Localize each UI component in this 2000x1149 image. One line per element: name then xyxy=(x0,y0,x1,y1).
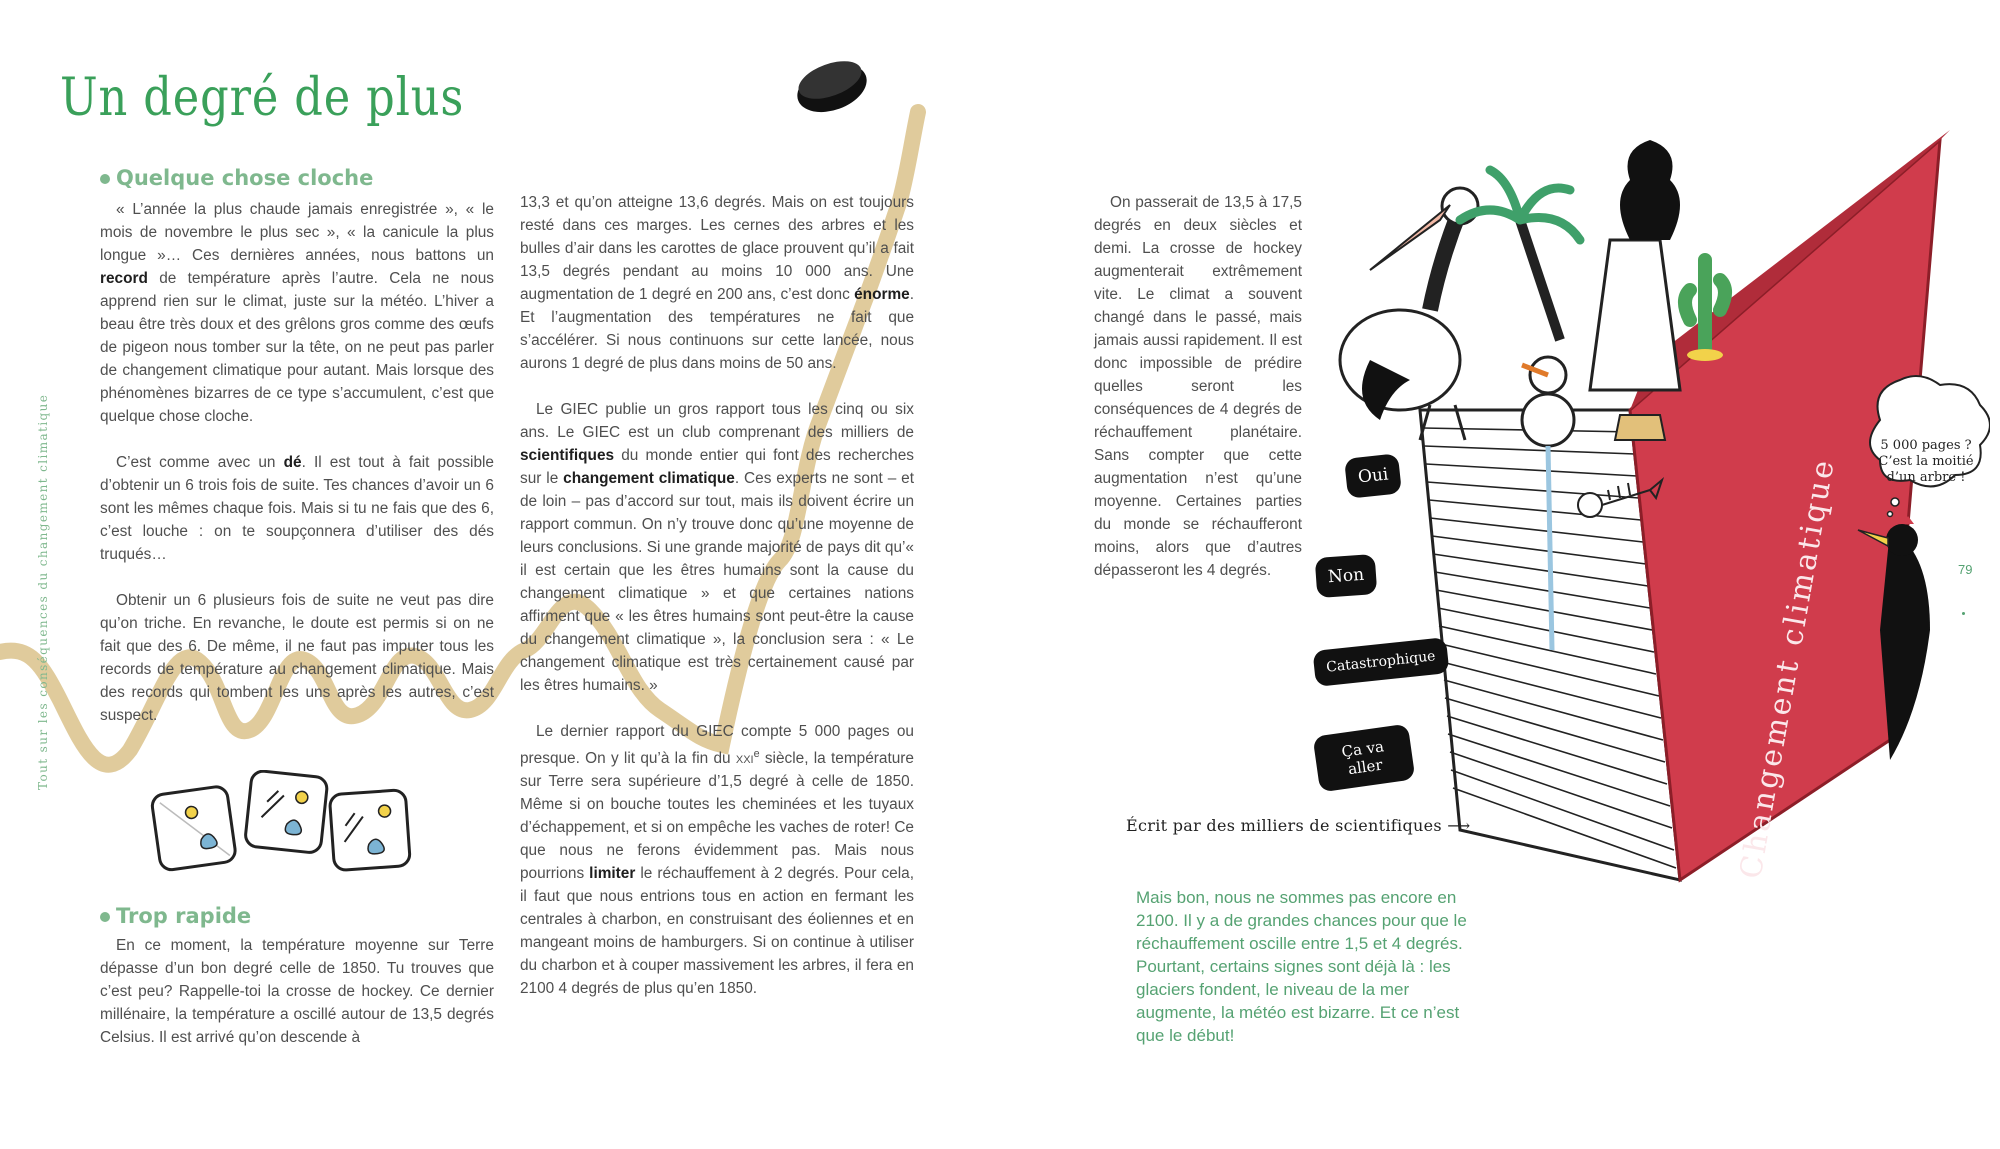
text-run: . Et l’augmentation des températures ne fait que s’accélérer. Si nous continuons sur cette lancée, nous aurons 1 degré de plus dans moins de 50 ans. xyxy=(520,286,914,372)
text-run: En ce moment, la température moyenne sur Terre dépasse d’un bon degré celle de 1850. Tu trouves que c’est peu? Rappelle-toi la crosse de hockey. Ce dernier millénaire, la température a oscillé autour de 13,5 degrés Celsius. Il est arrivé qu’on descende à xyxy=(100,937,494,1046)
tree-stump-icon xyxy=(1615,415,1665,440)
page-title: Un degré de plus xyxy=(60,68,465,128)
paragraph xyxy=(100,198,494,428)
thought-bubble-text: 5 000 pages ? C’est la moitié d’un arbre ! xyxy=(1878,438,1974,485)
speech-bubble-catastrophique: Catastrophique xyxy=(1312,637,1449,687)
text-run: . Il est tout à fait possible d’obtenir un 6 trois fois de suite. Tes chances d’avoir un 6 sont les mêmes chaque fois. Mais si tu ne fais que des 6, c’est louche : on te soupçonnera d’utiliser des dés truqués… xyxy=(100,454,494,563)
text-run: e xyxy=(753,748,760,760)
book-spine-title: Changement climatique xyxy=(1733,454,1842,882)
text-run: Le dernier rapport du GIEC compte 5 000 pages ou presque. On y lit qu’à la fin du xyxy=(520,723,914,768)
paragraph xyxy=(520,720,914,1000)
text-run: le réchauffement à 2 degrés. Pour cela, il faut que nous entrions tous en action en fermant les centrales à charbon, en construisant des éoliennes et en mangeant moins de hamburgers. Si on continue à utiliser du charbon et à couper massivement les arbres, il fera en 2100 4 degrés de plus qu’en 1850. xyxy=(520,865,914,998)
paragraph xyxy=(520,398,914,697)
speech-bubble-non: Non xyxy=(1315,554,1378,598)
bold-term: limiter xyxy=(589,865,636,883)
paragraph xyxy=(100,589,494,727)
bold-term: record xyxy=(100,270,148,287)
paragraph xyxy=(100,451,494,566)
palm-tree-icon xyxy=(1460,170,1580,340)
column-1-bottom xyxy=(100,904,494,1049)
text-run: Obtenir un 6 plusieurs fois de suite ne veut pas dire qu’on triche. En revanche, le doute est permis si on ne fait que des 6. De même, il ne faut pas imputer tous les records de température au changement climatique. Mais des records qui tombent les uns après les autres, c’est suspect. xyxy=(100,592,494,724)
running-head-text: Tout sur les conséquences du changement climatique xyxy=(36,393,50,790)
speech-bubble-oui: Oui xyxy=(1344,453,1402,498)
page-marker-dot-icon xyxy=(1962,612,1965,615)
bold-term: changement climatique xyxy=(563,470,735,487)
section-heading-quelque-chose: Quelque chose cloche xyxy=(100,166,494,190)
bold-term: dé xyxy=(283,454,302,471)
column-3 xyxy=(1094,191,1302,582)
bullet-dot-icon xyxy=(100,174,110,184)
paragraph xyxy=(100,934,494,1049)
text-run: . Ces experts ne sont – et de loin – pas d’accord sur tout, mais ils doivent écrire un rapport commun. On n’y trouve donc qu’une moyenne de leurs conclusions. Si une grande majorité de pays dit qu’« il est certain que les êtres humains sont la cause du changement climatique » et que certaines nations affirment que « les êtres humains sont peut-être la cause du changement climatique », la conclusion sera : « Le changement climatique est très certainement causé par les êtres humains. » xyxy=(520,470,914,694)
section-heading-trop-rapide: Trop rapide xyxy=(100,904,494,928)
closing-paragraph: Mais bon, nous ne sommes pas encore en 2100. Il y a de grandes chances pour que le réchauffement oscille entre 1,5 et 4 degrés. Pourtant, certains signes sont déjà là : les glaciers fondent, le niveau de la mer augmente, la météo est bizarre. Et ce n’est que le début! xyxy=(1136,888,1467,1045)
column-2 xyxy=(520,191,914,1000)
text-run: « L’année la plus chaude jamais enregistrée », « le mois de novembre le plus sec », « la canicule la plus longue »… Ces dernières années, nous battons un xyxy=(100,201,494,264)
chimney-smoke-icon xyxy=(1590,140,1680,390)
pelican-icon xyxy=(1340,188,1478,440)
page-number: 79 xyxy=(1958,562,1973,577)
bold-term: scientifiques xyxy=(520,447,615,464)
die-icon xyxy=(329,790,410,871)
text-run: du monde entier qui font des recherches sur le xyxy=(520,447,914,487)
bold-term: énorme xyxy=(854,286,910,303)
die-icon xyxy=(244,770,328,854)
arrow-right-icon: ⟶ xyxy=(1447,816,1471,835)
paragraph: On passerait de 13,5 à 17,5 degrés en deux siècles et demi. La crosse de hockey augmenterait extrêmement vite. Le climat a souvent changé dans le passé, mais jamais aussi rapidement. Il est donc impossible de prédire quelles seront les conséquences de 4 degrés de réchauffement planétaire. Sans compter que cette augmentation n’est qu’une moyenne. Certaines parties du monde se réchaufferont moins, alors que d’autres dépasseront les 4 degrés. xyxy=(1094,194,1302,579)
die-icon xyxy=(151,785,237,871)
text-run: Le GIEC publie un gros rapport tous les cinq ou six ans. Le GIEC est un club comprenant des milliers de xyxy=(520,401,914,441)
text-run: xxi xyxy=(735,750,754,768)
text-run: 13,3 et qu’on atteigne 13,6 degrés. Mais on est toujours resté dans ces marges. Les cernes des arbres et les bulles d’air dans les carottes de glace prouvent qu’il a fait 13,5 degrés pendant au moins 10 000 ans. Une augmentation de 1 degré en 200 ans, c’est donc xyxy=(520,194,914,303)
sidebar-running-head xyxy=(36,390,60,790)
text-run: de température après l’autre. Cela ne nous apprend rien sur le climat, juste sur la météo. L’hiver a beau être très doux et des grêlons gros comme des œufs de pigeon nous tomber sur la tête, on ne peut pas parler de changement climatique pour autant. Mais lorsque des phénomènes bizarres de ce type s’accumulent, c’est que quelque chose cloche. xyxy=(100,270,494,425)
book-illustration xyxy=(1290,110,1990,980)
text-run: C’est comme avec un xyxy=(116,454,284,471)
speech-bubble-ca-va-aller: Ça va aller xyxy=(1313,724,1416,793)
dice-illustration xyxy=(150,770,420,890)
bullet-dot-icon xyxy=(100,912,110,922)
text-run: siècle, la température sur Terre sera supérieure d’1,5 degré à celle de 1850. Même si on bouche toutes les cheminées et les tuyaux d’échappement, et si on empêche les vaches de roter! Ce que nous ne ferons évidemment pas. Mais nous pourrions xyxy=(520,750,914,883)
column-1 xyxy=(100,166,494,727)
illustration-caption: Écrit par des milliers de scientifiques ⟶ xyxy=(1126,816,1471,835)
paragraph xyxy=(520,191,914,375)
